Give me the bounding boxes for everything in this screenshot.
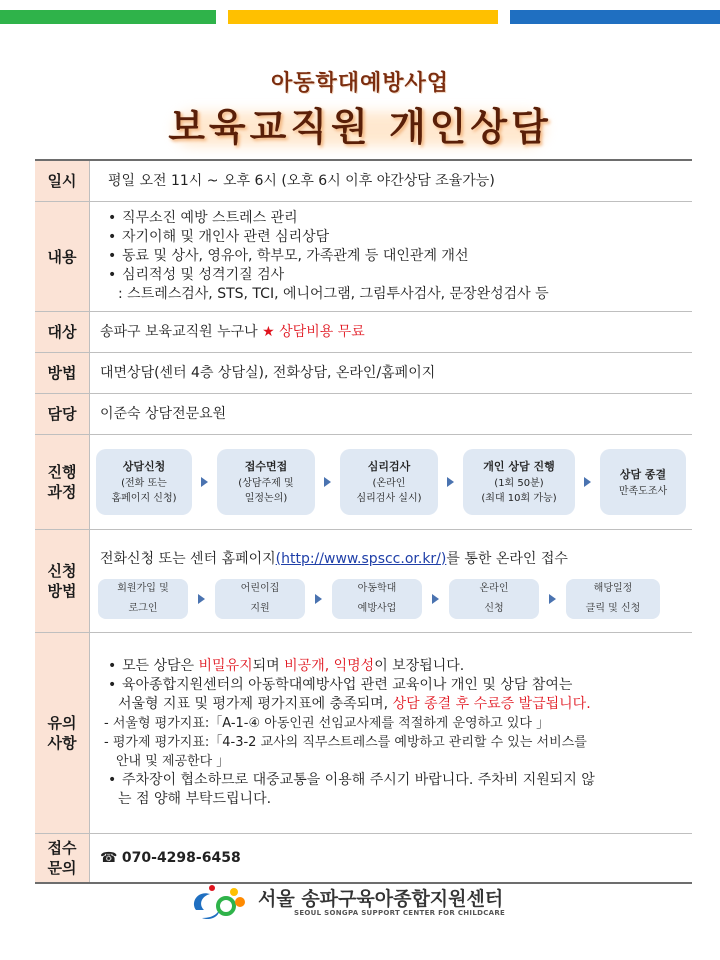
apply-value bbox=[90, 530, 693, 633]
info-table bbox=[35, 159, 692, 884]
notice-list bbox=[100, 657, 692, 695]
label-date: 일시 bbox=[35, 160, 90, 202]
process-step-line: 일정논의) bbox=[244, 493, 288, 504]
row-manager bbox=[35, 394, 692, 435]
process-step-title: 개인 상담 진행 bbox=[483, 460, 555, 473]
process-step-title: 접수면접 bbox=[244, 460, 288, 473]
process-step-line: (최대 10회 가능) bbox=[481, 493, 557, 504]
arrow-right-icon bbox=[447, 477, 454, 487]
row-date bbox=[35, 160, 692, 202]
apply-step-line: 예방사업 bbox=[357, 602, 397, 614]
label-apply-line1: 신청 bbox=[47, 562, 77, 580]
arrow-right-icon bbox=[549, 594, 556, 604]
label-notice-line2: 사항 bbox=[47, 734, 77, 752]
arrow-right-icon bbox=[201, 477, 208, 487]
process-step-counsel bbox=[463, 449, 575, 515]
list-item: • 동료 및 상사, 영유아, 학부모, 가족관계 등 대인관계 개선 bbox=[106, 247, 692, 266]
phone-number[interactable]: 070-4298-6458 bbox=[121, 849, 241, 866]
process-step-line: (상담주제 및 bbox=[238, 478, 294, 489]
apply-text-after: 를 통한 온라인 접수 bbox=[446, 550, 568, 567]
label-process-line2: 과정 bbox=[47, 483, 77, 501]
notice-line: 서울형 지표 및 평가제 평가지표에 충족되며, 상담 종결 후 수료증 발급됩니다. bbox=[118, 696, 591, 712]
label-process bbox=[35, 435, 90, 530]
row-content bbox=[35, 202, 692, 312]
label-method: 방법 bbox=[35, 353, 90, 394]
list-item: • 자기이해 및 개인사 관련 심리상담 bbox=[106, 228, 692, 247]
arrow-right-icon bbox=[198, 594, 205, 604]
top-bar-green bbox=[0, 10, 216, 24]
list-item: • 육아종합지원센터의 아동학대예방사업 관련 교육이나 개인 및 상담 참여는 bbox=[106, 676, 692, 695]
apply-step bbox=[566, 579, 660, 619]
process-step-apply bbox=[96, 449, 192, 515]
process-step-title: 심리검사 bbox=[367, 460, 411, 473]
notice-line: - 평가제 평가지표:「4-3-2 교사의 직무스트레스를 예방하고 관리할 수 있는 서비스를 bbox=[104, 735, 587, 750]
content-value bbox=[90, 202, 693, 312]
label-apply-line2: 방법 bbox=[47, 582, 77, 600]
apply-step-line: 어린이집 bbox=[240, 582, 280, 594]
page-subtitle: 아동학대예방사업 bbox=[270, 71, 450, 96]
row-method bbox=[35, 353, 692, 394]
arrow-right-icon bbox=[324, 477, 331, 487]
process-step-line: (온라인 bbox=[372, 478, 406, 489]
process-step-test bbox=[340, 449, 438, 515]
phone-icon: ☎ bbox=[100, 849, 118, 866]
label-contact bbox=[35, 834, 90, 884]
arrow-right-icon bbox=[315, 594, 322, 604]
center-name: 서울 송파구육아종합지원센터 bbox=[258, 888, 504, 910]
row-notice bbox=[35, 633, 692, 834]
apply-step bbox=[332, 579, 422, 619]
apply-step bbox=[449, 579, 539, 619]
manager-value: 이준숙 상담전문요원 bbox=[90, 394, 693, 435]
notice-list bbox=[100, 771, 692, 790]
star-icon: ★ bbox=[262, 323, 275, 340]
apply-step-line: 로그인 bbox=[128, 602, 158, 614]
process-step-close bbox=[600, 449, 686, 515]
label-manager: 담당 bbox=[35, 394, 90, 435]
method-value: 대면상담(센터 4층 상담실), 전화상담, 온라인/홈페이지 bbox=[90, 353, 693, 394]
footer-logo bbox=[188, 880, 548, 930]
label-notice-line1: 유의 bbox=[47, 714, 77, 732]
process-step-line: 만족도조사 bbox=[618, 485, 668, 497]
process-step-title: 상담신청 bbox=[122, 460, 166, 473]
process-step-title: 상담 종결 bbox=[619, 467, 667, 481]
row-contact bbox=[35, 834, 692, 884]
notice-value bbox=[90, 633, 693, 834]
apply-step-line: 지원 bbox=[250, 602, 270, 614]
row-apply bbox=[35, 530, 692, 633]
apply-step-line: 아동학대 bbox=[357, 582, 397, 594]
process-step-intake bbox=[217, 449, 315, 515]
date-value: 평일 오전 11시 ~ 오후 6시 (오후 6시 이후 야간상담 조율가능) bbox=[90, 160, 693, 202]
apply-step bbox=[98, 579, 188, 619]
center-name-english: SEOUL SONGPA SUPPORT CENTER FOR CHILDCARE bbox=[294, 909, 506, 917]
apply-text-before: 전화신청 또는 센터 홈페이지 bbox=[100, 550, 276, 567]
process-step-line: 홈페이지 신청) bbox=[111, 493, 177, 504]
list-item: • 모든 상담은 비밀유지되며 비공개, 익명성이 보장됩니다. bbox=[106, 657, 692, 676]
target-value bbox=[90, 312, 693, 353]
arrow-right-icon bbox=[432, 594, 439, 604]
homepage-link[interactable]: (http://www.spscc.or.kr/) bbox=[275, 550, 447, 567]
apply-step-line: 회원가입 및 bbox=[117, 582, 169, 594]
list-item: • 직무소진 예방 스트레스 관리 bbox=[106, 209, 692, 228]
apply-steps bbox=[98, 579, 692, 619]
notice-line: - 서울형 평가지표:「A-1-④ 아동인권 선임교사제를 적절하게 운영하고 있다 」 bbox=[104, 716, 550, 731]
label-target: 대상 bbox=[35, 312, 90, 353]
page-title: 보육교직원 개인상담 bbox=[168, 105, 552, 149]
label-apply bbox=[35, 530, 90, 633]
apply-step bbox=[215, 579, 305, 619]
apply-step-line: 해당일정 bbox=[593, 582, 633, 594]
row-target bbox=[35, 312, 692, 353]
process-value bbox=[90, 435, 693, 530]
row-process bbox=[35, 435, 692, 530]
label-content: 내용 bbox=[35, 202, 90, 312]
target-text: 송파구 보육교직원 누구나 bbox=[100, 323, 258, 340]
process-steps bbox=[96, 449, 692, 515]
apply-step-line: 신청 bbox=[484, 602, 504, 614]
list-item: • 주차장이 협소하므로 대중교통을 이용해 주시기 바랍니다. 주차비 지원되지 않 bbox=[106, 771, 692, 790]
notice-line: 안내 및 제공한다 」 bbox=[116, 754, 230, 769]
process-step-line: (전화 또는 bbox=[121, 478, 167, 489]
contact-value bbox=[90, 834, 693, 884]
center-logo-icon bbox=[188, 880, 252, 924]
apply-step-line: 클릭 및 신청 bbox=[585, 602, 641, 614]
arrow-right-icon bbox=[584, 477, 591, 487]
label-contact-line1: 접수 bbox=[47, 839, 77, 857]
top-bar-yellow bbox=[228, 10, 498, 24]
free-text: 상담비용 무료 bbox=[279, 323, 365, 340]
notice-line: 는 점 양해 부탁드립니다. bbox=[118, 791, 272, 807]
label-contact-line2: 문의 bbox=[47, 859, 77, 877]
label-process-line1: 진행 bbox=[47, 463, 77, 481]
list-item: • 심리적성 및 성격기질 검사 bbox=[106, 266, 692, 285]
process-step-line: 심리검사 실시) bbox=[356, 493, 422, 504]
apply-text bbox=[100, 544, 692, 579]
apply-step-line: 온라인 bbox=[479, 582, 509, 594]
top-bar-blue bbox=[510, 10, 720, 24]
label-notice bbox=[35, 633, 90, 834]
content-list bbox=[100, 209, 692, 285]
process-step-line: (1회 50분) bbox=[494, 478, 544, 489]
content-sub: : 스트레스검사, STS, TCI, 에니어그램, 그림투사검사, 문장완성검사 등 bbox=[118, 286, 549, 302]
